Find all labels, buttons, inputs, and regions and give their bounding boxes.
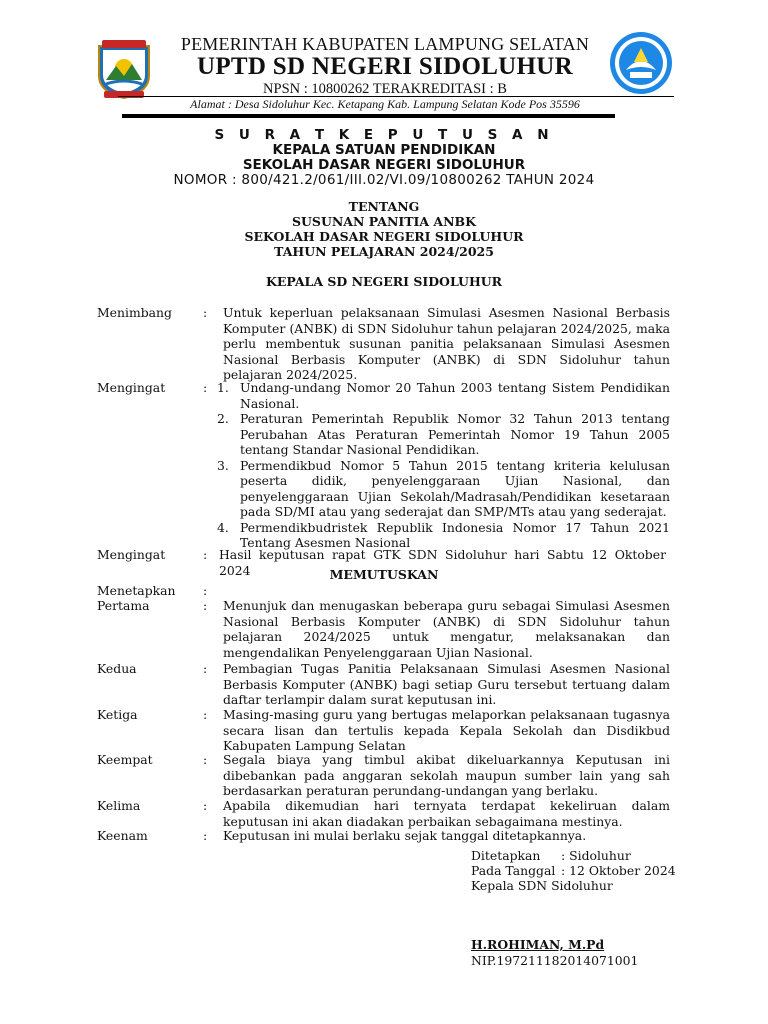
decision-text: Menunjuk dan menugaskan beberapa guru sebagai Simulasi Asesmen Nasional Berbasis Komputer (ANBK) di SDN Sidoluhur tahun pelajaran 2024/2025 untuk mengatur, melaksanakan dan mengendalikan Penyelenggaraan Ujian Nasional. [223, 598, 670, 660]
list-item: 3. Permendikbud Nomor 5 Tahun 2015 tentang kriteria kelulusan peserta didik, penyelenggaraan Ujian Nasional, dan penyelenggaraan Ujian Sekolah/Madrasah/Pendidikan kesetaraan pada SD/MI atau yang sederajat dan SMP/MTs atau yang sederajat. [217, 457, 670, 519]
signatory-name: H.ROHIMAN, M.Pd [471, 937, 605, 952]
tanggal-line [471, 863, 676, 879]
colon: : [203, 583, 208, 598]
decision-text: Keputusan ini mulai berlaku sejak tanggal ditetapkannya. [223, 828, 587, 843]
decision-text: Masing-masing guru yang bertugas melaporkan pelaksanaan tugasnya secara lisan dan tertulis kepada Kepala Sekolah dan Disdikbud Kabupaten Lampung Selatan [223, 707, 670, 753]
tanggal-value: : 12 Oktober 2024 [561, 863, 676, 878]
section-text: Hasil keputusan rapat GTK SDN Sidoluhur hari Sabtu 12 Oktober 2024 [219, 547, 666, 578]
document-type: S U R A T K E P U T U S A N [214, 127, 554, 143]
colon: : [203, 828, 208, 843]
decision-label: Ketiga [97, 707, 138, 722]
colon: : [203, 380, 208, 395]
colon: : [203, 752, 208, 767]
school-address: Alamat : Desa Sidoluhur Kec. Ketapang Kab. Lampung Selatan Kode Pos 35596 [190, 97, 580, 111]
ditetapkan-value: : Sidoluhur [561, 848, 631, 863]
lampung-selatan-emblem [94, 38, 154, 100]
section-label: Menimbang [97, 305, 172, 320]
regulation-list [217, 380, 670, 551]
list-item: 4. Permendikbudristek Republik Indonesia Nomor 17 Tahun 2021 Tentang Asesmen Nasional [217, 519, 670, 550]
subject-school: SEKOLAH DASAR NEGERI SIDOLUHUR [244, 229, 524, 244]
decision-label: Kelima [97, 798, 141, 813]
ditetapkan-line [471, 848, 631, 864]
subject-year: TAHUN PELAJARAN 2024/2025 [274, 244, 494, 259]
memutuskan-heading: MEMUTUSKAN [329, 567, 439, 582]
decree-authority: KEPALA SD NEGERI SIDOLUHUR [265, 274, 503, 289]
decision-label: Pertama [97, 598, 150, 613]
colon: : [203, 305, 208, 320]
decision-label: Keempat [97, 752, 153, 767]
colon: : [203, 707, 208, 722]
section-label: Mengingat [97, 547, 166, 562]
list-item: 1. Undang-undang Nomor 20 Tahun 2003 tentang Sistem Pendidikan Nasional. [217, 380, 670, 411]
list-item: 2. Peraturan Pemerintah Republik Nomor 32 Tahun 2013 tentang Perubahan Atas Peraturan Pemerintah Nomor 19 Tahun 2005 tentang Standar Nasional Pendidikan. [217, 411, 670, 457]
school-name: UPTD SD NEGERI SIDOLUHUR [196, 53, 573, 80]
npsn-accreditation: NPSN : 10800262 TERAKREDITASI : B [263, 81, 507, 97]
decision-label: Kedua [97, 661, 137, 676]
section-label: Menetapkan [97, 583, 176, 598]
colon: : [203, 598, 208, 613]
decision-text: Pembagian Tugas Panitia Pelaksanaan Simulasi Asesmen Nasional Berbasis Komputer (ANBK) bagi setiap Guru tersebut tertuang dalam daftar terlampir dalam surat keputusan ini. [223, 661, 670, 707]
issuer-title: KEPALA SATUAN PENDIDIKAN [272, 142, 496, 158]
header-divider-thick [122, 114, 615, 118]
subject-line: SUSUNAN PANITIA ANBK [292, 214, 476, 229]
signatory-position: Kepala SDN Sidoluhur [471, 878, 613, 893]
colon: : [203, 798, 208, 813]
subject-heading: TENTANG [348, 199, 420, 214]
colon: : [203, 547, 208, 562]
colon: : [203, 661, 208, 676]
tanggal-label: Pada Tanggal [471, 863, 556, 878]
decision-text: Segala biaya yang timbul akibat dikeluarkannya Keputusan ini dibebankan pada anggaran sekolah maupun sumber lain yang sah berdasarkan peraturan perundang-undangan yang berlaku. [223, 752, 670, 798]
section-text: Untuk keperluan pelaksanaan Simulasi Asesmen Nasional Berbasis Komputer (ANBK) di SDN Sidoluhur tahun pelajaran 2024/2025, maka perlu membentuk susunan panitia pelaksanaan Simulasi Asesmen Nasional Berbasis Komputer (ANBK) di SDN Sidoluhur tahun pelajaran 2024/2025. [223, 305, 670, 382]
decision-label: Keenam [97, 828, 148, 843]
decision-text: Apabila dikemudian hari ternyata terdapat kekeliruan dalam keputusan ini akan diadakan perbaikan sebagaimana mestinya. [223, 798, 670, 829]
document-number: NOMOR : 800/421.2/061/III.02/VI.09/10800262 TAHUN 2024 [173, 172, 595, 188]
ditetapkan-label: Ditetapkan [471, 848, 541, 863]
issuer-school: SEKOLAH DASAR NEGERI SIDOLUHUR [242, 157, 526, 173]
section-label: Mengingat [97, 380, 166, 395]
signatory-nip: NIP.197211182014071001 [471, 953, 639, 968]
government-name: PEMERINTAH KABUPATEN LAMPUNG SELATAN [180, 34, 590, 54]
